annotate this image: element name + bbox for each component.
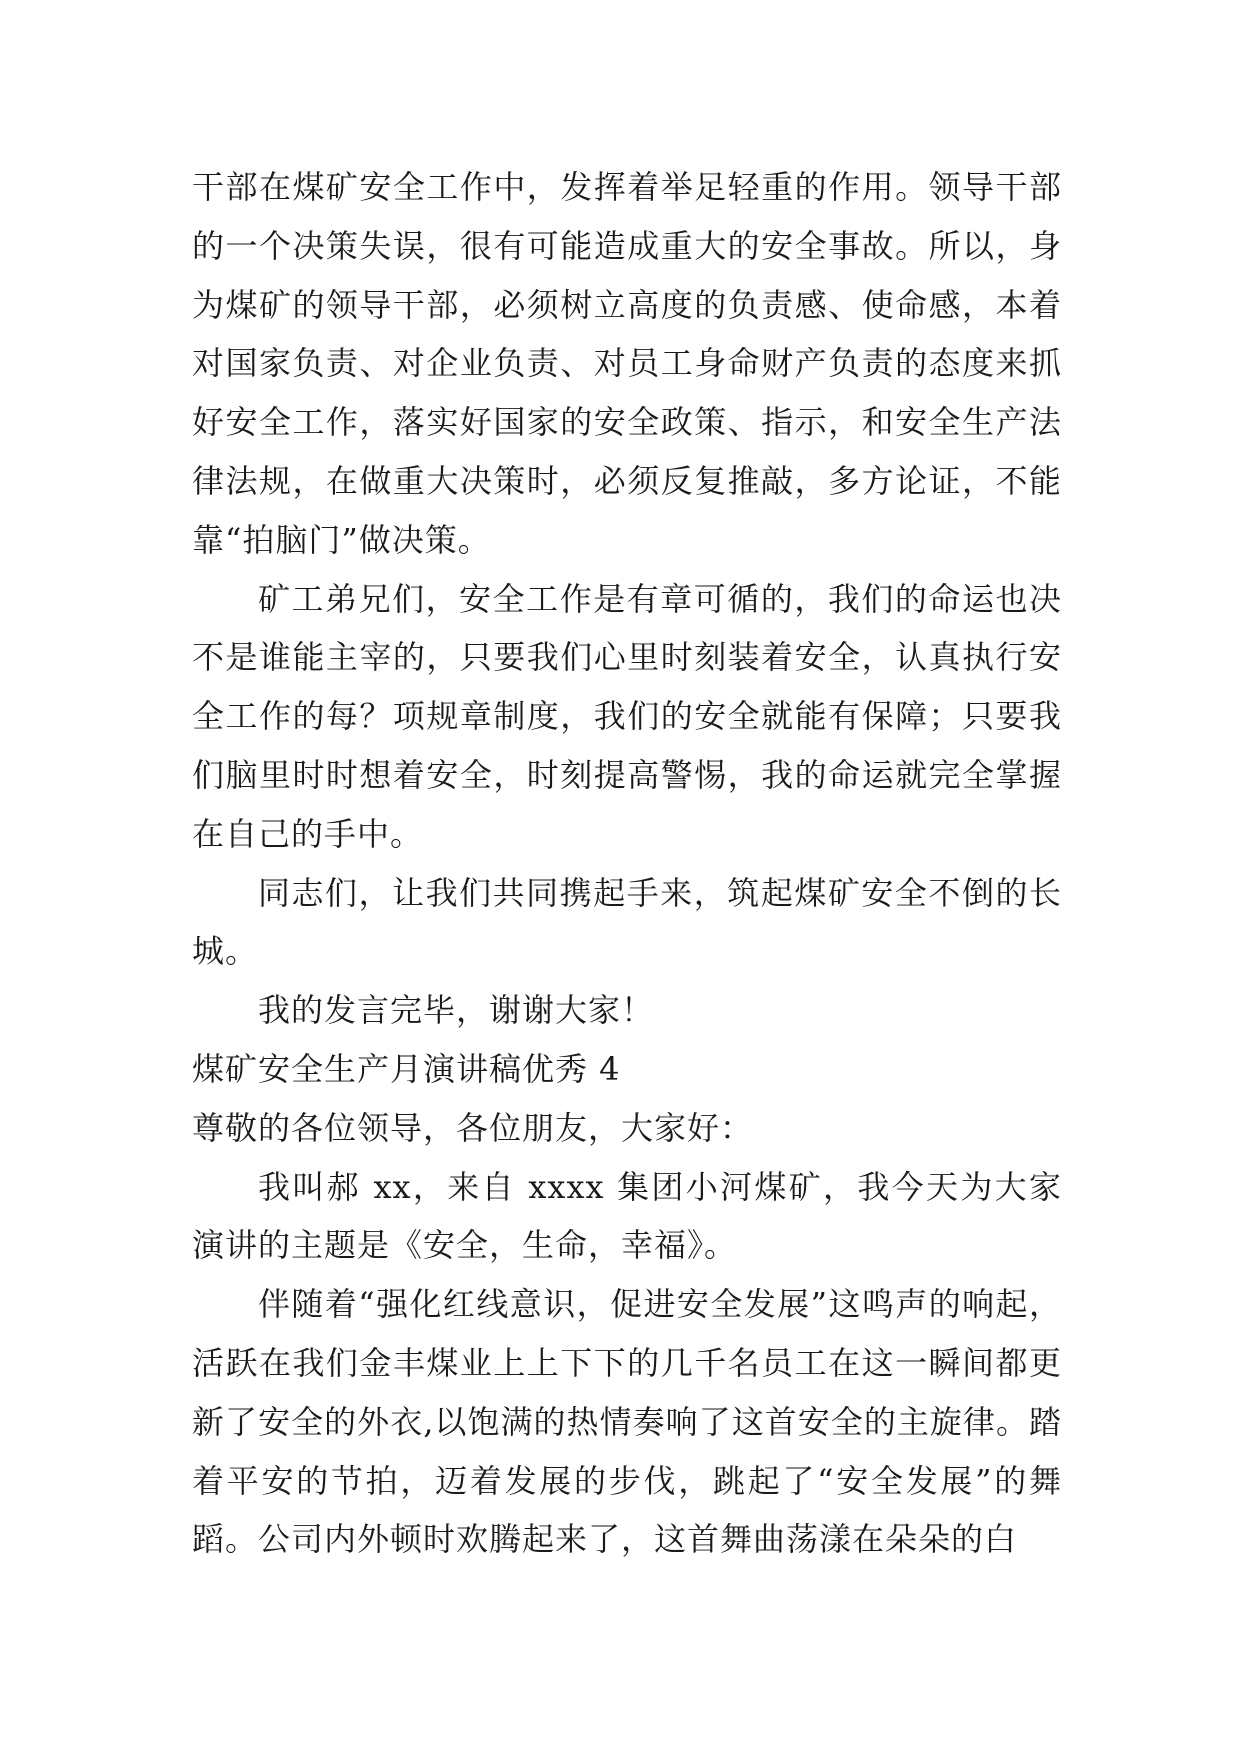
paragraph-intro: 我叫郝 xx，来自 xxxx 集团小河煤矿，我今天为大家演讲的主题是《安全，生命，幸福》。 <box>192 1167 1062 1265</box>
greeting: 尊敬的各位领导，各位朋友，大家好： <box>192 1108 754 1147</box>
section-title: 煤矿安全生产月演讲稿优秀 4 <box>192 1049 621 1088</box>
paragraph-comrades: 同志们，让我们共同携起手来，筑起煤矿安全不倒的长城。 <box>192 873 1062 971</box>
paragraph-miners: 矿工弟兄们，安全工作是有章可循的，我们的命运也决不是谁能主宰的，只要我们心里时刻装着安全，认真执行安全工作的每？项规章制度，我们的安全就能有保障；只要我们脑里时时想着安全，时刻提高警惕，我的命运就完全掌握在自己的手中。 <box>192 579 1062 853</box>
paragraph-closing: 我的发言完毕，谢谢大家！ <box>258 991 655 1030</box>
paragraph-theme: 伴随着“强化红线意识，促进安全发展”这鸣声的响起，活跃在我们金丰煤业上上下下的几千名员工在这一瞬间都更新了安全的外衣,以饱满的热情奏响了这首安全的主旋律。踏着平安的节拍，迈着发展的步伐，跳起了“安全发展”的舞蹈。公司内外顿时欢腾起来了，这首舞曲荡漾在朵朵的白 <box>192 1285 1062 1559</box>
document-body <box>192 158 1062 1569</box>
paragraph-leadership: 干部在煤矿安全工作中，发挥着举足轻重的作用。领导干部的一个决策失误，很有可能造成重大的安全事故。所以，身为煤矿的领导干部，必须树立高度的负责感、使命感，本着对国家负责、对企业负责、对员工身命财产负责的态度来抓好安全工作，落实好国家的安全政策、指示，和安全生产法律法规，在做重大决策时，必须反复推敲，多方论证，不能靠“拍脑门”做决策。 <box>192 168 1062 559</box>
